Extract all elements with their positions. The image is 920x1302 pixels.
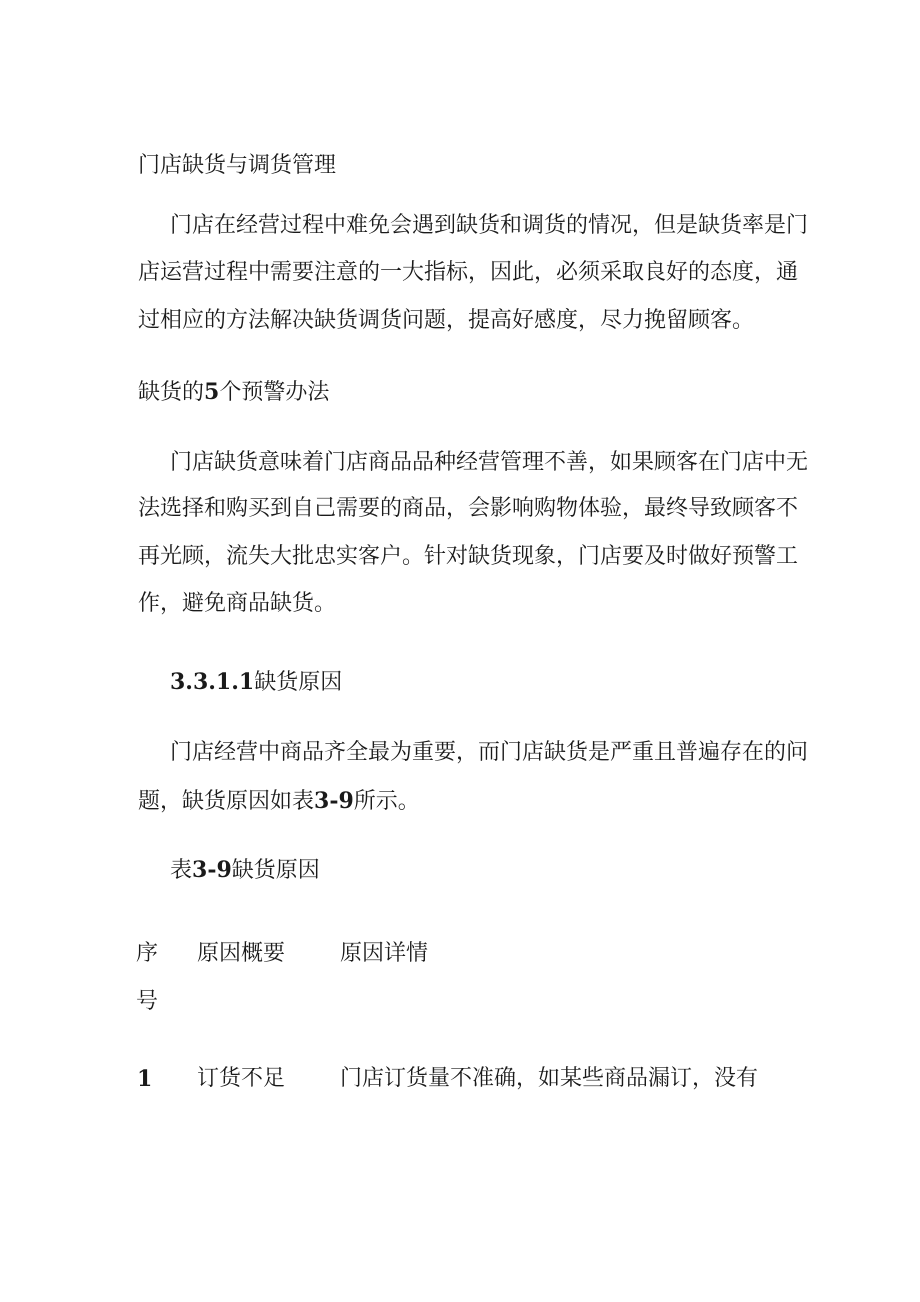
paragraph-3-line-2 [138,786,420,817]
table-reference: 3-9 [314,788,354,814]
paragraph-2-line-4: 作，避免商品缺货。 [138,591,337,616]
paragraph-2-line-2: 法选择和购买到自己需要的商品，会影响购物体验，最终导致顾客不 [138,496,799,521]
caption-prefix: 表 [170,858,193,883]
header-index-line1: 序 [136,941,159,966]
row-summary: 订货不足 [197,1066,286,1091]
header-summary: 原因概要 [197,941,286,966]
paragraph-2-line-1: 门店缺货意味着门店商品品种经营管理不善，如果顾客在门店中无 [170,450,809,475]
paragraph-3-text: 题，缺货原因如表 [138,789,315,814]
section-heading [170,667,342,698]
heading-five-warning-methods [138,377,329,408]
heading-number: 5 [204,379,220,405]
header-detail: 原因详情 [340,941,429,966]
paragraph-1-line-3: 过相应的方法解决缺货调货问题，提高好感度，尽力挽留顾客。 [138,308,755,333]
paragraph-2-line-3: 再光顾，流失大批忠实客户。针对缺货现象，门店要及时做好预警工 [138,544,799,569]
header-index-line2: 号 [136,989,159,1014]
caption-title: 缺货原因 [231,858,320,883]
paragraph-1-line-2: 店运营过程中需要注意的一大指标，因此，必须采取良好的态度，通 [138,260,799,285]
heading-stockout-transfer-management: 门店缺货与调货管理 [138,153,337,178]
section-number: 3.3.1.1 [170,669,255,695]
row-index: 1 [137,1066,153,1092]
paragraph-3-text-end: 所示。 [353,789,420,814]
heading-prefix: 缺货的 [138,380,205,405]
paragraph-3-line-1: 门店经营中商品齐全最为重要，而门店缺货是严重且普遍存在的问 [170,740,809,765]
heading-suffix: 个预警办法 [219,380,330,405]
paragraph-1-line-1: 门店在经营过程中难免会遇到缺货和调货的情况，但是缺货率是门 [170,213,809,238]
table-caption [170,855,320,886]
row-detail: 门店订货量不准确，如某些商品漏订，没有 [340,1066,759,1091]
section-title: 缺货原因 [254,670,343,695]
caption-ref: 3-9 [192,857,232,883]
